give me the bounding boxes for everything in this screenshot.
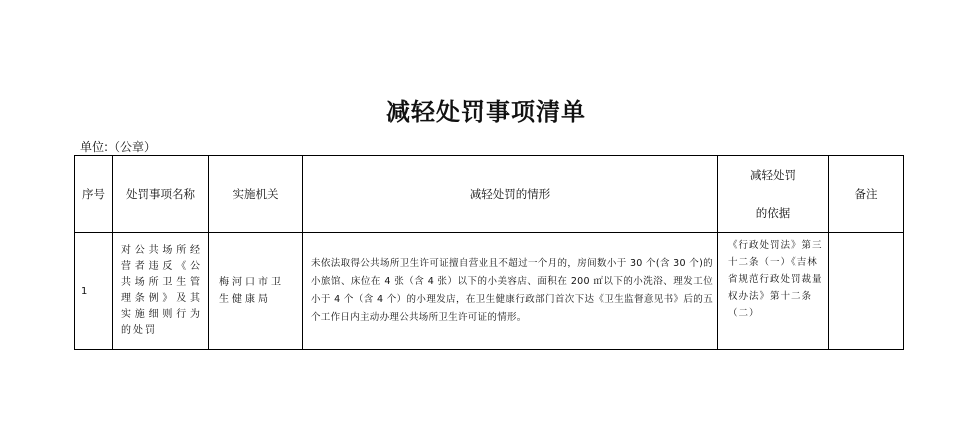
header-agency: 实施机关 — [209, 156, 303, 233]
cell-situation: 未依法取得公共场所卫生许可证擅自营业且不超过一个月的，房间数小于 30 个(含 30 个)的小旅馆、床位在 4 张（含 4 张）以下的小美容店、面积在 200 ㎡以下的小洗浴、理发工位小于 4 个（含 4 个）的小理发店，在卫生健康行政部门首次下达《卫生监督意见书》后的五个工作日内主动办理公共场所卫生许可证的情形。 — [303, 233, 718, 350]
header-basis-line1: 减轻处罚 — [750, 168, 796, 182]
header-basis-line2: 的依据 — [755, 206, 791, 220]
header-item-name: 处罚事项名称 — [113, 156, 209, 233]
document-title: 减轻处罚事项清单 — [386, 98, 586, 126]
cell-basis: 《行政处罚法》第三十二条（一）《吉林省规范行政处罚裁量权办法》第十二条（二） — [718, 233, 829, 350]
table-header-row — [75, 156, 904, 233]
unit-label: 单位:（公章） — [80, 140, 157, 154]
header-situation: 减轻处罚的情形 — [303, 156, 718, 233]
cell-seq: 1 — [75, 233, 113, 350]
cell-remark — [829, 233, 904, 350]
header-basis — [718, 156, 829, 233]
header-remark: 备注 — [829, 156, 904, 233]
header-seq: 序号 — [75, 156, 113, 233]
table-row — [75, 233, 904, 350]
penalty-table — [74, 155, 904, 350]
cell-agency: 梅河口市卫生健康局 — [209, 233, 303, 350]
cell-item-name: 对公共场所经营者违反《公共场所卫生管理条例》及其实施细则行为的处罚 — [113, 233, 209, 350]
